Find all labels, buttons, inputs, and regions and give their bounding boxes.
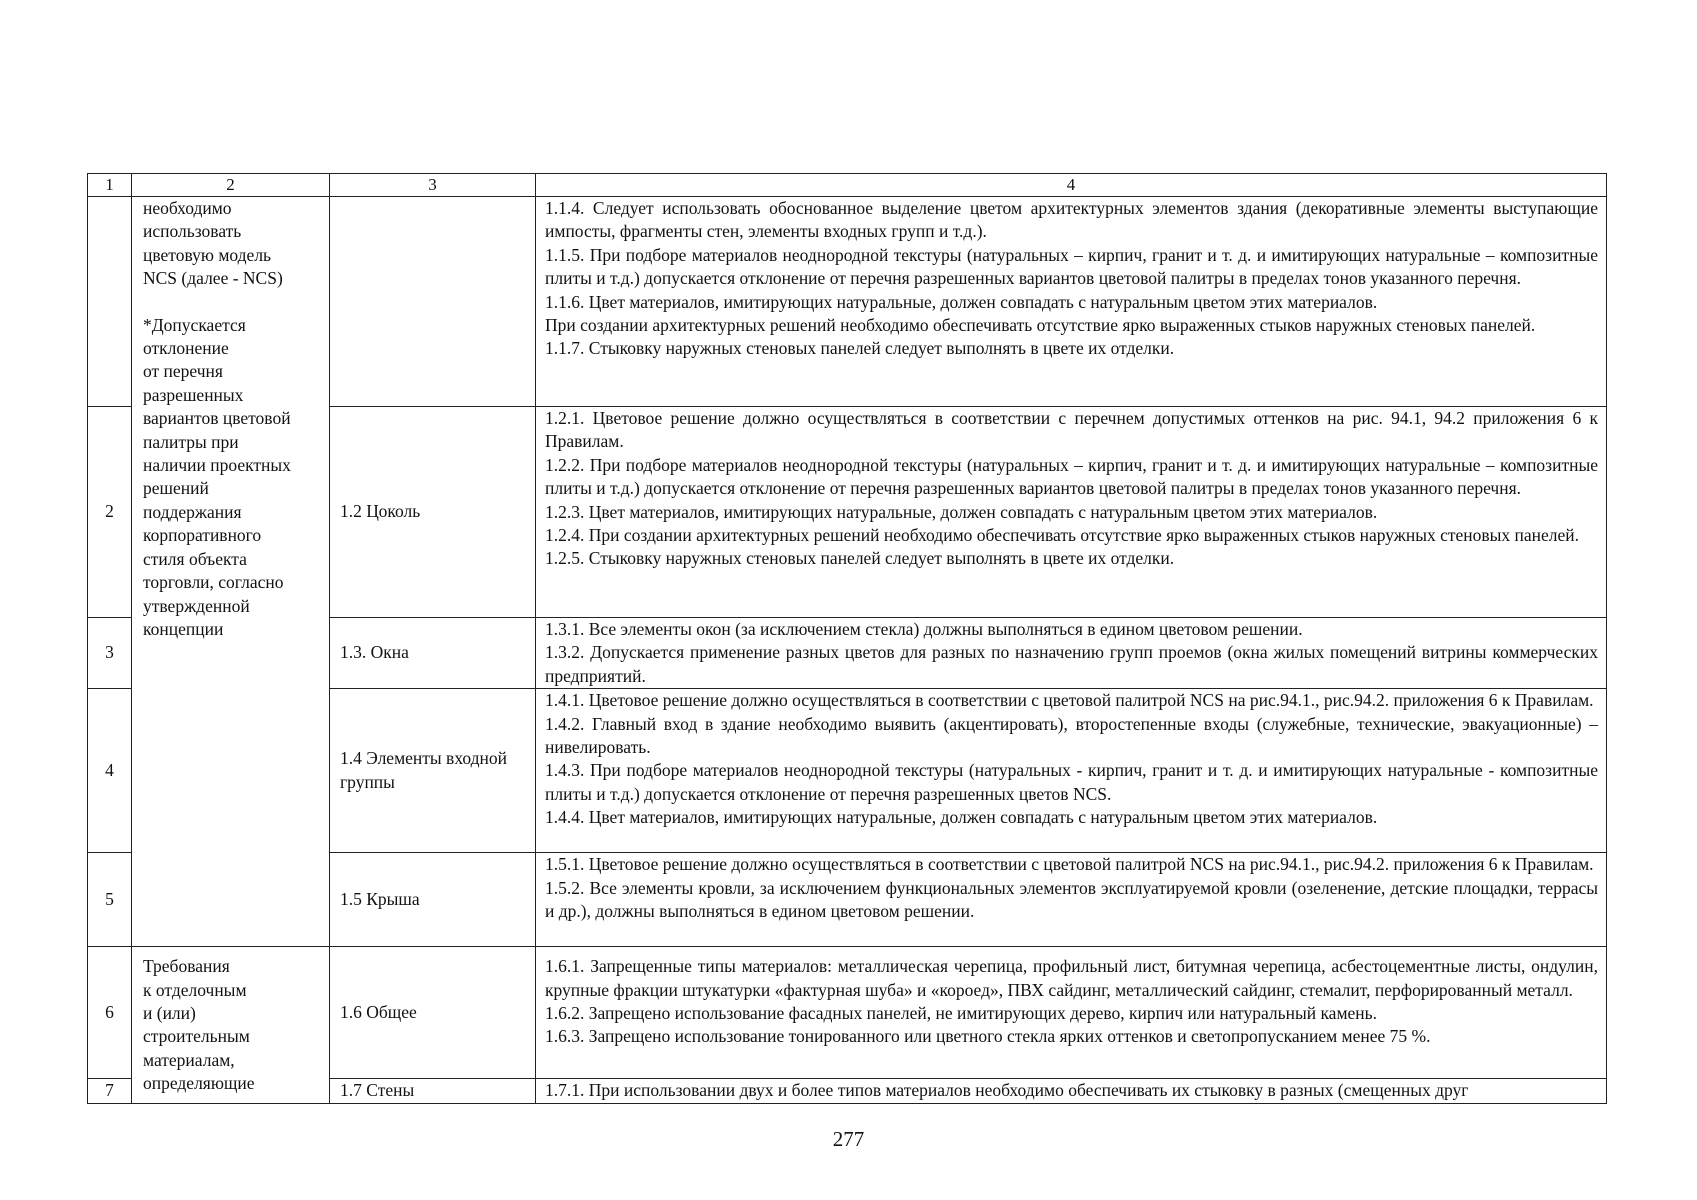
requirement-item: 1.2.3. Цвет материалов, имитирующих натуральные, должен совпадать с натуральным цветом этих материалов.: [545, 501, 1378, 522]
requirements-cell: [536, 853, 1607, 947]
requirement-item: 1.3.1. Все элементы окон (за исключением стекла) должны выполняться в едином цветовом решении.: [545, 619, 1303, 639]
section-cell: 1.7 Стены: [330, 1079, 536, 1103]
category-line: Требования: [143, 956, 230, 977]
requirements-cell: [536, 618, 1607, 689]
requirement-item: 1.4.2. Главный вход в здание необходимо выявить (акцентировать), второстепенные входы (служебные, технические, эвакуационные) – нивелировать.: [545, 713, 1598, 758]
category-line: строительным: [143, 1026, 250, 1047]
requirement-item: 1.3.2. Допускается применение разных цветов для разных по назначению групп проемов (окна жилых помещений витрины коммерческих предприятий.: [545, 642, 1598, 686]
requirement-item: 1.4.3. При подборе материалов неоднородной текстуры (натуральных - кирпич, гранит и т. д. и имитирующих натуральные - композитные плиты и т.д.) допускается отклонение от перечня разрешенных цветов NCS.: [545, 760, 1598, 804]
section-cell: 1.5 Крыша: [330, 853, 536, 947]
category-line: необходимо: [143, 198, 232, 218]
category-line: поддержания: [143, 501, 242, 522]
category-line: вариантов цветовой: [143, 408, 291, 429]
requirement-item: 1.4.1. Цветовое решение должно осуществляться в соответствии с цветовой палитрой NCS на рис.94.1., рис.94.2. приложения 6 к Правилам.: [545, 690, 1594, 711]
header-cell-3: 3: [330, 174, 536, 197]
category-line: и (или): [143, 1003, 196, 1024]
requirement-item: 1.2.1. Цветовое решение должно осуществляться в соответствии с перечнем допустимых оттенков на рис. 94.1, 94.2 приложения 6 к Правилам.: [545, 408, 1598, 452]
section-cell: 1.6 Общее: [330, 947, 536, 1079]
section-cell: 1.4 Элементы входной группы: [330, 689, 536, 853]
category-line: от перечня: [143, 361, 223, 382]
requirement-item: 1.1.4. Следует использовать обоснованное выделение цветом архитектурных элементов здания (декоративные элементы выступающие импосты, фрагменты стен, элементы входных групп и т.д.).: [545, 198, 1598, 242]
requirement-item: При создании архитектурных решений необходимо обеспечивать отсутствие ярко выраженных стыков наружных стеновых панелей.: [545, 315, 1536, 336]
requirement-item: 1.1.5. При подборе материалов неоднородной текстуры (натуральных – кирпич, гранит и т. д. и имитирующих натуральные – композитные плиты и т.д.) допускается отклонение от перечня разрешенных вариантов цветовой палитры в пределах тонов указанного перечня.: [545, 244, 1598, 289]
category-line: отклонение: [143, 338, 229, 359]
requirements-table: [87, 173, 1607, 1104]
requirement-item: 1.5.2. Все элементы кровли, за исключением функциональных элементов эксплуатируемой кровли (озеленение, детские площадки, террасы и др.), должны выполняться в едином цветовом решении.: [545, 877, 1598, 922]
section-cell: 1.2 Цоколь: [330, 407, 536, 618]
requirements-cell: [536, 689, 1607, 853]
category-spacer: [143, 291, 319, 314]
requirement-item: 1.6.2. Запрещено использование фасадных панелей, не имитирующих дерево, кирпич или натуральный камень.: [545, 1003, 1378, 1024]
category-line: решений: [143, 478, 209, 499]
requirement-item: 1.7.1. При использовании двух и более типов материалов необходимо обеспечивать их стыковку в разных (смещенных друг: [545, 1080, 1469, 1101]
requirements-cell: [536, 1079, 1607, 1103]
category-line: палитры при: [143, 431, 239, 452]
category-line: наличии проектных: [143, 455, 291, 476]
category-line: определяющие: [143, 1073, 255, 1094]
row-number: [88, 197, 132, 407]
requirement-item: 1.2.4. При создании архитектурных решений необходимо обеспечивать отсутствие ярко выраженных стыков наружных стеновых панелей.: [545, 525, 1580, 546]
category-line: торговли, согласно: [143, 572, 284, 593]
category-cell-materials: [132, 947, 330, 1103]
category-line: разрешенных: [143, 384, 244, 405]
table-row: [88, 197, 1607, 407]
row-number: 3: [88, 618, 132, 689]
page-number: 277: [832, 1127, 865, 1151]
category-line: утвержденной: [143, 595, 250, 616]
requirement-item: 1.1.6. Цвет материалов, имитирующих натуральные, должен совпадать с натуральным цветом этих материалов.: [545, 291, 1378, 312]
requirement-item: 1.6.1. Запрещенные типы материалов: металлическая черепица, профильный лист, битумная черепица, асбестоцементные листы, ондулин, крупные фракции штукатурки «фактурная шуба» и «короед», ПВХ сайдинг, металлический сайдинг, стемалит, перфорированный металл.: [545, 956, 1598, 1000]
requirement-item: 1.2.2. При подборе материалов неоднородной текстуры (натуральных – кирпич, гранит и т. д. и имитирующих натуральные – композитные плиты и т.д.) допускается отклонение от перечня разрешенных вариантов цветовой палитры в пределах тонов указанного перечня.: [545, 454, 1598, 499]
category-line: корпоративного: [143, 525, 262, 546]
header-cell-2: 2: [132, 174, 330, 197]
category-line: NCS (далее - NCS): [143, 268, 283, 289]
row-number: 5: [88, 853, 132, 947]
category-cell-color: [132, 197, 330, 947]
requirement-item: 1.5.1. Цветовое решение должно осуществляться в соответствии с цветовой палитрой NCS на рис.94.1., рис.94.2. приложения 6 к Правилам.: [545, 854, 1594, 875]
header-cell-1: 1: [88, 174, 132, 197]
table-row: [88, 947, 1607, 1079]
category-line: материалам,: [143, 1049, 235, 1070]
category-line: цветовую модель: [143, 244, 272, 265]
category-line: концепции: [143, 618, 224, 639]
requirements-cell: [536, 947, 1607, 1079]
category-line: использовать: [143, 221, 242, 242]
section-cell: 1.3. Окна: [330, 618, 536, 689]
category-line: стиля объекта: [143, 548, 247, 569]
requirement-item: 1.1.7. Стыковку наружных стеновых панелей следует выполнять в цвете их отделки.: [545, 338, 1175, 359]
requirement-item: 1.6.3. Запрещено использование тонированного или цветного стекла ярких оттенков и светопропусканием менее 75 %.: [545, 1026, 1431, 1047]
section-cell: [330, 197, 536, 407]
table-header-row: [88, 174, 1607, 197]
row-number: 4: [88, 689, 132, 853]
category-line: к отделочным: [143, 979, 247, 1000]
row-number: 2: [88, 407, 132, 618]
header-cell-4: 4: [536, 174, 1607, 197]
requirement-item: 1.4.4. Цвет материалов, имитирующих натуральные, должен совпадать с натуральным цветом этих материалов.: [545, 807, 1378, 828]
row-number: 6: [88, 947, 132, 1079]
category-line: *Допускается: [143, 314, 246, 335]
requirements-cell: [536, 407, 1607, 618]
row-number: 7: [88, 1079, 132, 1103]
requirements-cell: [536, 197, 1607, 407]
requirement-item: 1.2.5. Стыковку наружных стеновых панелей следует выполнять в цвете их отделки.: [545, 548, 1175, 569]
